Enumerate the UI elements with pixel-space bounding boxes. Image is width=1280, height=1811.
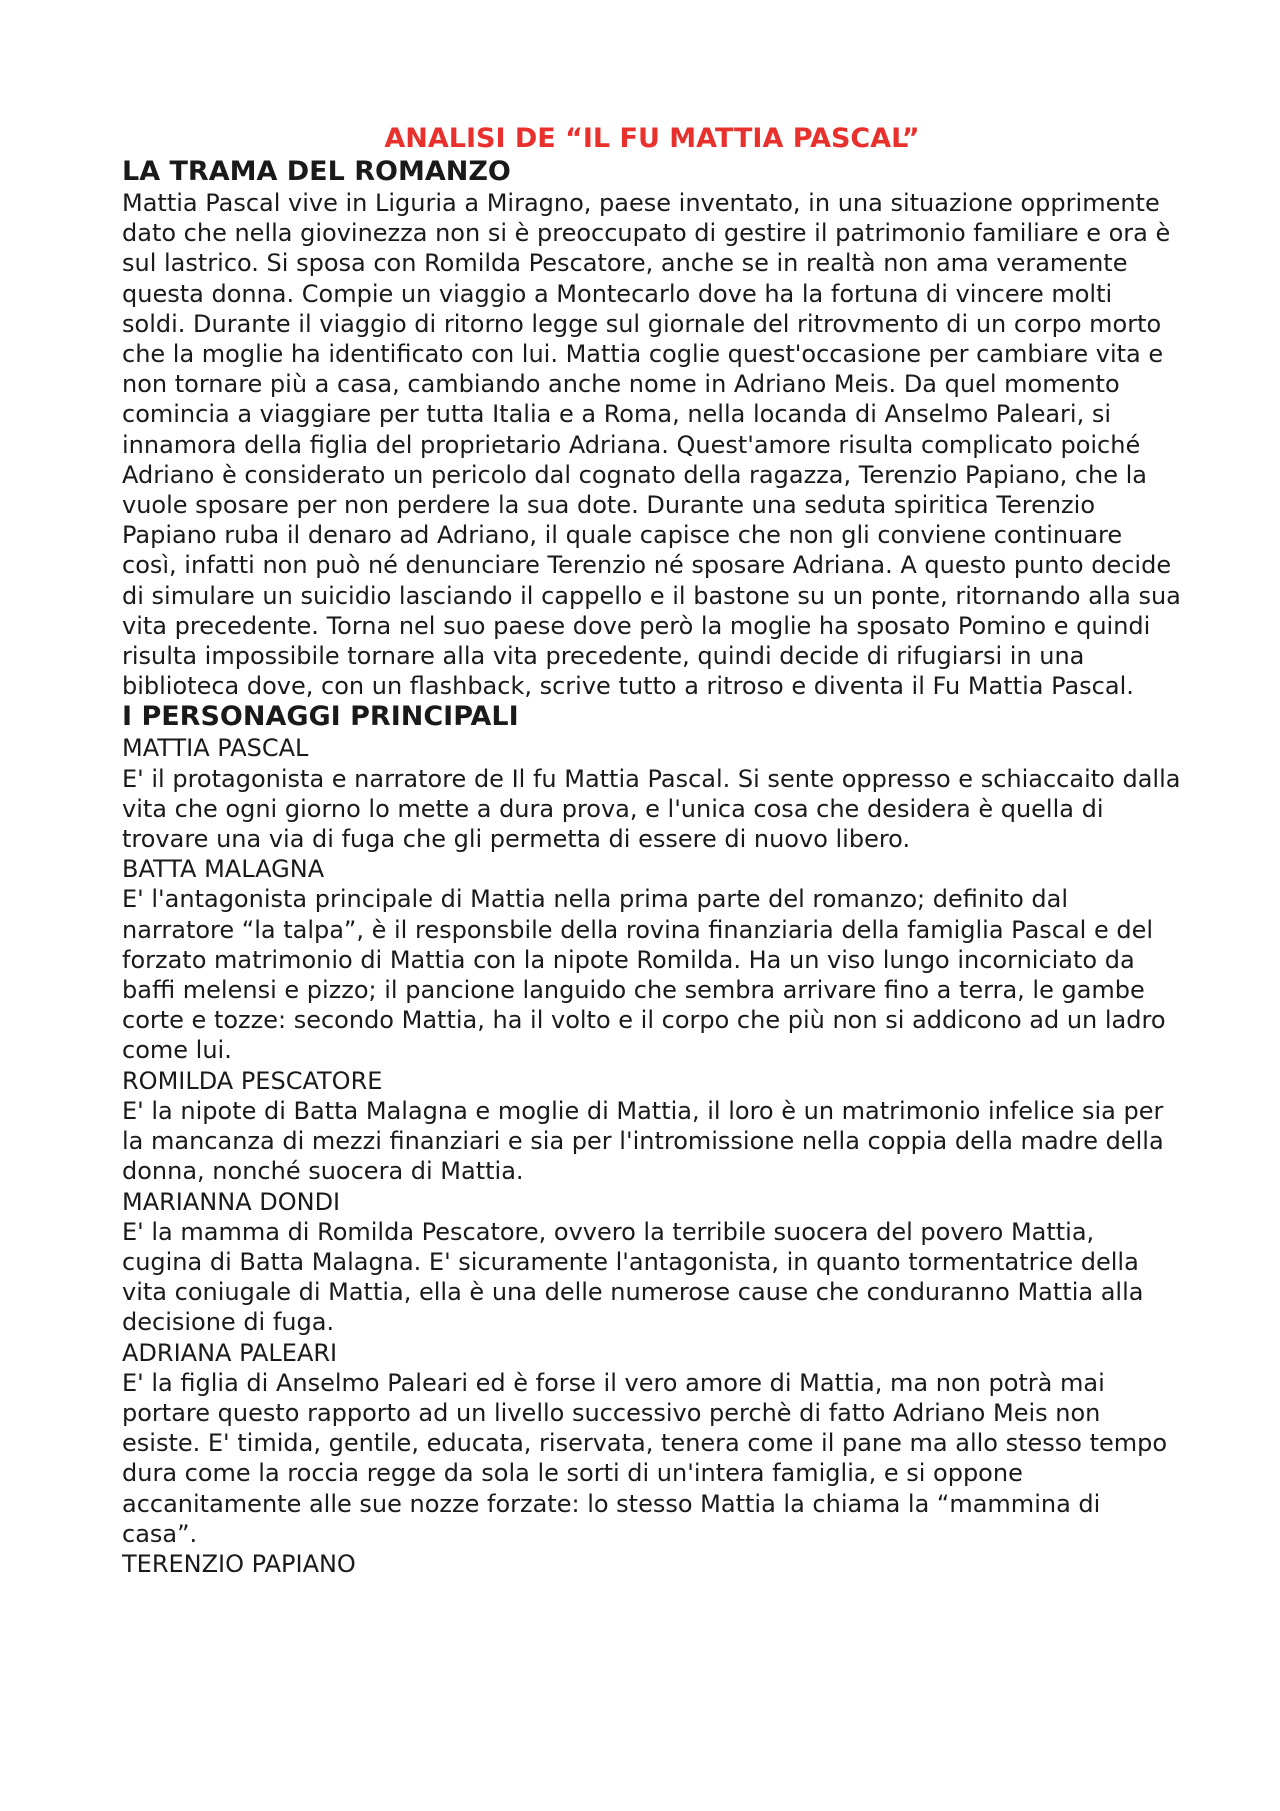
character-name: BATTA MALAGNA [122,855,325,884]
character-description: E' la figlia di Anselmo Paleari ed è forse il vero amore di Mattia, ma non potrà mai portare questo rapporto ad un livello successivo perchè di fatto Adriano Meis non esiste. E' timida, gentile, educata, riservata, tenera come il pane ma allo stesso tempo dura come la roccia regge da sola le sorti di un'intera famiglia, e si oppone accanitamente alle sue nozze forzate: lo stesso Mattia la chiama la “mammina di casa”. [122,1368,1168,1548]
character-description: E' il protagonista e narratore de Il fu Mattia Pascal. Si sente oppresso e schiaccaito dalla vita che ogni giorno lo mette a dura prova, e l'unica cosa che desidera è quella di trovare una via di fuga che gli permetta di essere di nuovo libero. [122,764,1181,854]
character-name: ROMILDA PESCATORE [122,1066,383,1095]
document-title: ANALISI DE “IL FU MATTIA PASCAL” [384,123,920,154]
plot-paragraph: Mattia Pascal vive in Liguria a Miragno, paese inventato, in una situazione opprimente dato che nella giovinezza non si è preoccupato di gestire il patrimonio familiare e ora è sul lastrico. Si sposa con Romilda Pescatore, anche se in realtà non ama veramente questa donna. Compie un viaggio a Montecarlo dove ha la fortuna di vincere molti soldi. Durante il viaggio di ritorno legge sul giornale del ritrovmento di un corpo morto che la moglie ha identificato con lui. Mattia coglie quest'occasione per cambiare vita e non tornare più a casa, cambiando anche nome in Adriano Meis. Da quel momento comincia a viaggiare per tutta Italia e a Roma, nella locanda di Anselmo Paleari, si innamora della figlia del proprietario Adriana. Quest'amore risulta complicato poiché Adriano è considerato un pericolo dal cognato della ragazza, Terenzio Papiano, che la vuole sposare per non perdere la sua dote. Durante una seduta spiritica Terenzio Papiano ruba il denaro ad Adriano, il quale capisce che non gli conviene continuare così, infatti non può né denunciare Terenzio né sposare Adriana. A questo punto decide di simulare un suicidio lasciando il cappello e il bastone su un ponte, ritornando alla sua vita precedente. Torna nel suo paese dove però la moglie ha sposato Pomino e quindi risulta impossibile tornare alla vita precedente, quindi decide di rifugiarsi in una biblioteca dove, con un flashback, scrive tutto a ritroso e diventa il Fu Mattia Pascal. [122,189,1181,701]
character-description: E' l'antagonista principale di Mattia nella prima parte del romanzo; definito dal narratore “la talpa”, è il responsbile della rovina finanziaria della famiglia Pascal e del forzato matrimonio di Mattia con la nipote Romilda. Ha un viso lungo incorniciato da baffi melensi e pizzo; il pancione languido che sembra arrivare fino a terra, le gambe corte e tozze: secondo Mattia, ha il volto e il corpo che più non si addicono ad un ladro come lui. [122,885,1166,1065]
character-name: TERENZIO PAPIANO [122,1549,356,1578]
character-marianna-dondi [122,1187,1182,1338]
character-mattia-pascal [122,733,1182,854]
document-page [122,122,1182,1579]
character-terenzio-papiano [122,1549,1182,1579]
character-romilda-pescatore [122,1066,1182,1187]
character-batta-malagna [122,854,1182,1065]
character-name: ADRIANA PALEARI [122,1338,338,1367]
character-description: E' la nipote di Batta Malagna e moglie di Mattia, il loro è un matrimonio infelice sia per la mancanza di mezzi finanziari e sia per l'intromissione nella coppia della madre della donna, nonché suocera di Mattia. [122,1096,1164,1186]
character-name: MARIANNA DONDI [122,1187,341,1216]
character-name: MATTIA PASCAL [122,734,309,763]
characters-heading: I PERSONAGGI PRINCIPALI [122,701,519,733]
character-adriana-paleari [122,1338,1182,1549]
character-description: E' la mamma di Romilda Pescatore, ovvero la terribile suocera del povero Mattia, cugina di Batta Malagna. E' sicuramente l'antagonista, in quanto tormentatrice della vita coniugale di Mattia, ella è una delle numerose cause che conduranno Mattia alla decisione di fuga. [122,1217,1144,1337]
plot-heading: LA TRAMA DEL ROMANZO [122,156,511,187]
